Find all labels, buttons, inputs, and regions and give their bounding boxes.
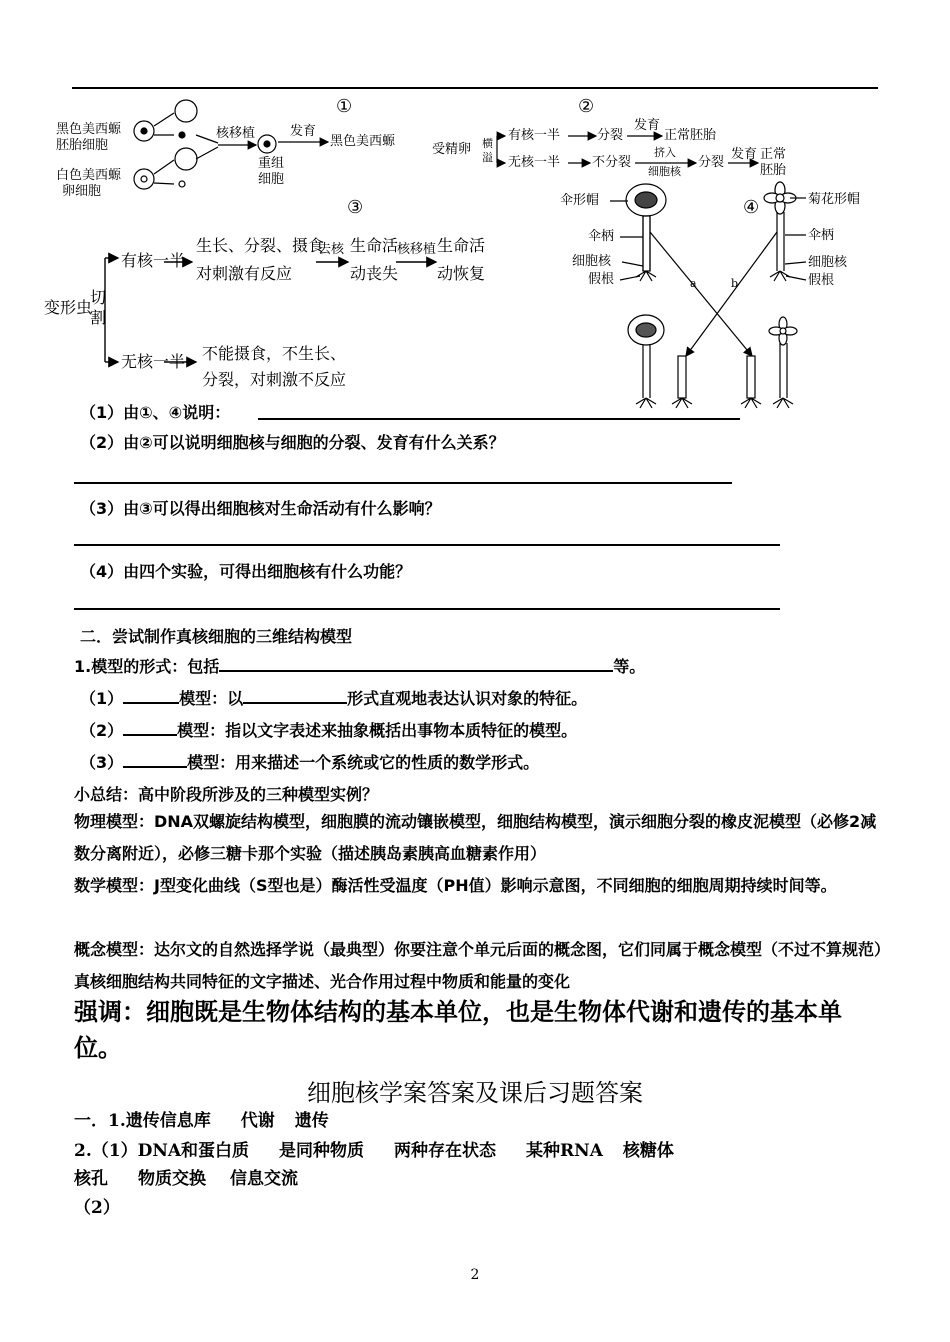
fig1-develop: 发育 — [290, 124, 317, 139]
fig3-no-2: 分裂，对刺激不反应 — [202, 370, 347, 389]
answer-blank-2[interactable] — [74, 482, 732, 484]
fig4-diagram — [610, 182, 806, 408]
fig2-ligate-1: 横 — [482, 137, 493, 150]
fig1-result: 黑色美西螈 — [330, 134, 396, 149]
fig4-flower-cap: 菊花形帽 — [808, 192, 861, 207]
fig3-life-1: 生命活 — [350, 236, 399, 255]
answer-3-2: 物质交换 — [138, 1169, 206, 1189]
answer-2-3: 两种存在状态 — [394, 1141, 497, 1161]
fig2-squeeze-in-2: 细胞核 — [648, 165, 681, 178]
answer-blank-4[interactable] — [74, 608, 780, 610]
model-form-line — [74, 654, 645, 677]
marker-1: ① — [336, 96, 353, 117]
model-3-blank[interactable] — [123, 750, 187, 768]
fig2-with-nucleus-half: 有核一半 — [508, 128, 561, 143]
answer-line-3 — [74, 1164, 298, 1189]
answer-2-4: 某种RNA — [526, 1141, 603, 1161]
fig3-life-2: 动丧失 — [350, 264, 399, 283]
model-2-blank[interactable] — [123, 718, 177, 736]
section2-heading: 二．尝试制作真核细胞的三维结构模型 — [80, 627, 353, 646]
fig4-rhizoid-right: 假根 — [808, 273, 835, 288]
fig3-amoeba: 变形虫 — [44, 298, 93, 317]
fig1-black-label-2: 胚胎细胞 — [56, 138, 109, 153]
model-2-num: （2） — [80, 721, 124, 740]
fig3-transfer: 核移植 — [397, 242, 437, 257]
question-1: （1）由①、④说明： — [80, 403, 231, 422]
fig3-life-r2: 动恢复 — [437, 264, 486, 283]
model-form-blank[interactable] — [219, 654, 613, 672]
fig4-stalk-left: 伞柄 — [588, 229, 615, 244]
fig2-normal-1: 正常 — [760, 147, 787, 162]
answer-blank-1[interactable] — [258, 418, 740, 420]
answers-title: 细胞核学案答案及课后习题答案 — [307, 1079, 643, 1107]
fig4-nucleus-right: 细胞核 — [808, 255, 848, 270]
fig2-develop2: 发育 — [731, 147, 758, 162]
answer-3-1: 核孔 — [74, 1169, 108, 1189]
fig2-normal-embryo: 正常胚胎 — [664, 128, 717, 143]
fig4-nucleus-left: 细胞核 — [572, 254, 612, 269]
answer-3-3: 信息交流 — [230, 1169, 298, 1189]
physical-model-text: 物理模型：DNA双螺旋结构模型，细胞膜的流动镶嵌模型，细胞结构模型，演示细胞分裂的橡皮泥模型（必修2减数分离附近），必修三糖卡那个实验（描述胰岛素胰高血糖素作用） — [74, 812, 877, 863]
marker-4: ④ — [743, 197, 760, 218]
answer-line-1 — [74, 1106, 329, 1131]
fig3-grow-1: 生长、分裂、摄食 — [196, 236, 325, 255]
fig2-ligate-2: 溢 — [482, 151, 493, 164]
answer-line-2 — [74, 1136, 674, 1161]
question-2: （2）由②可以说明细胞核与细胞的分裂、发育有什么关系？ — [80, 433, 505, 452]
fig4-rhizoid-left: 假根 — [588, 272, 615, 287]
question-4: （4）由四个实验，可得出细胞核有什么功能？ — [80, 562, 412, 581]
answer-blank-3[interactable] — [74, 544, 780, 546]
fig2-divide: 分裂 — [597, 128, 624, 143]
answer-1-2: 代谢 — [240, 1111, 275, 1131]
model-1-line — [80, 686, 587, 709]
summary-question: 小总结：高中阶段所涉及的三种模型实例？ — [74, 785, 379, 804]
fig4-umbrella-cap: 伞形帽 — [560, 193, 600, 208]
marker-2: ② — [578, 96, 595, 117]
marker-3: ③ — [347, 197, 364, 218]
answer-1-1: 一．1.遗传信息库 — [74, 1111, 211, 1131]
answer-line-4: （2） — [74, 1198, 120, 1218]
model-1-blank-2[interactable] — [243, 686, 347, 704]
fig1-recomb-2: 细胞 — [258, 172, 285, 187]
fig2-squeeze-in-1: 挤入 — [654, 146, 676, 159]
model-3-line — [80, 750, 539, 773]
answer-2-2: 是同种物质 — [279, 1141, 365, 1161]
model-1-blank[interactable] — [123, 686, 179, 704]
fig1-white-label-1: 白色美西螈 — [56, 168, 122, 183]
fig3-no-1: 不能摄食，不生长、 — [202, 344, 347, 363]
fig4-stalk-right: 伞柄 — [808, 228, 835, 243]
answer-2-1: 2.（1）DNA和蛋白质 — [74, 1141, 250, 1161]
model-form-end: 等。 — [613, 657, 646, 676]
answer-1-3: 遗传 — [294, 1111, 329, 1131]
fig2-develop: 发育 — [634, 118, 661, 133]
model-3-num: （3） — [80, 753, 124, 772]
fig3-with-half: 有核一半 — [121, 251, 186, 270]
fig1-recomb-1: 重组 — [258, 156, 285, 171]
fig1-black-label-1: 黑色美西螈 — [56, 122, 122, 137]
fig3-without-half: 无核一半 — [121, 352, 186, 371]
math-model-text: 数学模型：J型变化曲线（S型也是）酶活性受温度（PH值）影响示意图，不同细胞的细胞周期持续时间等。 — [74, 876, 837, 895]
model-2-text: 模型：指以文字表述来抽象概括出事物本质特征的模型。 — [177, 721, 578, 740]
model-form-label: 1.模型的形式：包括 — [74, 657, 220, 676]
fig2-fertilized-egg: 受精卵 — [432, 142, 472, 157]
fig1-white-label-2: 卵细胞 — [62, 184, 102, 199]
fig2-no-divide: 不分裂 — [592, 155, 632, 170]
model-1-num: （1） — [80, 689, 124, 708]
model-2-line — [80, 718, 577, 741]
model-1-text-2: 形式直观地表达认识对象的特征。 — [347, 689, 588, 708]
fig3-grow-2: 对刺激有反应 — [196, 264, 293, 283]
model-1-text: 模型：以 — [179, 689, 244, 708]
fig4-arrow-a: a — [690, 277, 697, 290]
fig3-life-r1: 生命活 — [437, 236, 486, 255]
question-3: （3）由③可以得出细胞核对生命活动有什么影响？ — [80, 499, 441, 518]
answer-2-5: 核糖体 — [622, 1141, 674, 1161]
emphasis-text: 强调：细胞既是生物体结构的基本单位，也是生物体代谢和遗传的基本单位。 — [74, 998, 842, 1062]
fig2-normal-2: 胚胎 — [760, 163, 787, 178]
fig2-divide2: 分裂 — [698, 155, 725, 170]
fig3-cut-1: 切 — [90, 288, 107, 307]
concept-model-text: 概念模型：达尔文的自然选择学说（最典型）你要注意个单元后面的概念图，它们同属于概念模型（不过不算规范）真核细胞结构共同特征的文字描述、光合作用过程中物质和能量的变化 — [74, 940, 883, 991]
fig2-without-nucleus-half: 无核一半 — [508, 155, 561, 170]
fig1-nuclear-transfer: 核移植 — [216, 126, 256, 141]
fig3-remove-nucleus: 去核 — [318, 242, 345, 257]
fig3-cut-2: 割 — [90, 308, 107, 327]
page-number: 2 — [470, 1267, 480, 1283]
fig4-arrow-b: b — [731, 277, 739, 290]
fig1-diagram — [134, 100, 328, 189]
model-3-text: 模型：用来描述一个系统或它的性质的数学形式。 — [187, 753, 540, 772]
